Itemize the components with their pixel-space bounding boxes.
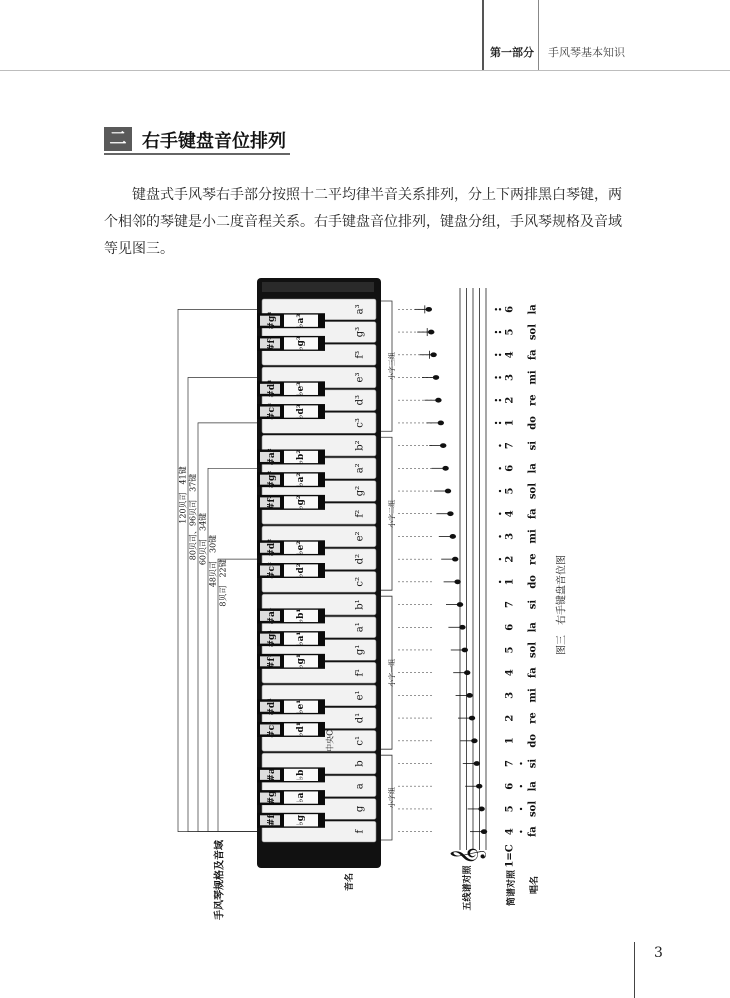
solfege-label: si (527, 440, 539, 451)
spec-bracket (198, 423, 257, 832)
jianpu-number: 5 (504, 646, 516, 654)
group-label: 小字一组 (388, 658, 396, 687)
octave-dot-high (499, 422, 501, 424)
white-key-label: c¹ (354, 736, 366, 746)
jianpu-number: 5 (504, 805, 516, 813)
white-key-label: a¹ (354, 622, 366, 633)
solfege-label: re (527, 712, 539, 724)
black-key-flat-label: ♭g (296, 815, 306, 826)
jianpu-number: 4 (504, 828, 516, 836)
treble-clef-icon: 𝄞 (450, 847, 486, 865)
white-key-label: g² (354, 485, 366, 497)
spec-heading: 手风琴规格及音域 (214, 840, 226, 920)
black-key-sharp-label: #f (267, 814, 277, 827)
octave-dot-high (499, 308, 501, 310)
jianpu-number: 2 (504, 555, 516, 563)
solfege-label: fa (527, 508, 539, 520)
solfege-label: fa (527, 667, 539, 679)
spec-label: 80贝司、96贝司 37键 (188, 473, 198, 561)
white-key-label: e¹ (354, 690, 366, 701)
white-key-label: c² (354, 577, 366, 587)
octave-dot-high (495, 422, 497, 424)
black-key-sharp-label: #f¹ (267, 653, 277, 670)
section-title: 右手键盘音位排列 (142, 131, 286, 152)
octave-dot-high (495, 376, 497, 378)
note-name-label: 音名 (345, 872, 355, 892)
white-key-label: b¹ (354, 599, 366, 610)
octave-dot-high (499, 535, 501, 537)
black-key-flat-label: ♭a² (296, 472, 306, 487)
solfege-label: do (527, 575, 539, 589)
black-key-sharp-label: #f³ (267, 335, 277, 352)
solfege-heading: 唱名 (530, 875, 540, 895)
jianpu-number: 2 (504, 396, 516, 404)
jianpu-number: 3 (504, 532, 516, 540)
black-key-flat-label: ♭a¹ (296, 631, 306, 646)
octave-dot-high (499, 331, 501, 333)
jianpu-number: 4 (504, 669, 516, 677)
solfege-label: la (527, 781, 539, 792)
octave-dot-high (499, 558, 501, 560)
white-key-label: a (354, 783, 366, 790)
black-key-sharp-label: #a (267, 768, 277, 782)
jianpu-label: 简谱对照 (507, 869, 517, 907)
spec-bracket (178, 309, 257, 831)
header-part: 第一部分 (490, 46, 534, 59)
solfege-label: sol (527, 324, 539, 341)
black-key-flat-label: ♭e³ (296, 381, 306, 396)
white-key-label: b (354, 760, 366, 767)
white-key-label: a³ (354, 304, 366, 315)
black-key-flat-label: ♭g³ (296, 336, 306, 351)
octave-dot-high (499, 354, 501, 356)
white-key-label: g¹ (354, 644, 366, 656)
black-key-sharp-label: #f² (267, 494, 277, 511)
white-key-label: g (354, 805, 366, 813)
group-label: 小字二组 (388, 499, 396, 528)
middle-c-label: 中央C (325, 729, 335, 752)
octave-dot-low (520, 830, 522, 832)
staff-label: 五线谱对照 (463, 865, 473, 911)
solfege-label: sol (527, 641, 539, 659)
octave-dot-high (495, 308, 497, 310)
figure-caption: 图三 右手键盘音位图 (556, 555, 568, 655)
header-subtitle: 手风琴基本知识 (548, 46, 625, 59)
black-key-flat-label: ♭g¹ (296, 654, 306, 669)
octave-dot-low (520, 785, 522, 787)
octave-dot-high (499, 581, 501, 583)
page-number: 3 (654, 945, 663, 961)
white-key-label: d² (354, 553, 366, 565)
octave-dot-high (499, 444, 501, 446)
white-key-label: f (354, 829, 366, 834)
solfege-label: re (527, 553, 539, 565)
black-key-flat-label: ♭b (296, 769, 306, 781)
solfege-label: mi (527, 370, 539, 385)
solfege-label: re (527, 394, 539, 407)
key-signature: 1=C (504, 844, 516, 868)
black-key-sharp-label: #d³ (267, 379, 277, 398)
jianpu-number: 3 (504, 691, 516, 699)
jianpu-number: 2 (504, 714, 516, 722)
jianpu-number: 5 (504, 487, 516, 495)
black-key-sharp-label: #g (267, 790, 277, 805)
black-key-flat-label: ♭d¹ (296, 722, 306, 737)
white-key-label: f³ (354, 350, 366, 359)
spec-label: 60贝司 34键 (198, 512, 208, 566)
black-key-flat-label: ♭e² (296, 540, 306, 555)
solfege-label: si (527, 599, 539, 610)
jianpu-number: 6 (504, 305, 516, 313)
white-key-label: f¹ (354, 668, 366, 677)
octave-dot-low (520, 808, 522, 810)
black-key-sharp-label: #g¹ (267, 629, 277, 648)
body-paragraph: 键盘式手风琴右手部分按照十二平均律半音关系排列，分上下两排黑白琴键，两个相邻的琴键是小二度音程关系。右手键盘音位排列，键盘分组，手风琴规格及音域等见图三。 (104, 187, 622, 257)
white-key-label: a² (354, 463, 366, 474)
white-key-label: c³ (354, 418, 366, 428)
white-key-label: g³ (354, 326, 366, 338)
black-key-sharp-label: #g³ (267, 311, 277, 330)
black-key-flat-label: ♭e¹ (296, 699, 306, 714)
jianpu-number: 6 (504, 782, 516, 790)
white-key-label: d¹ (354, 712, 366, 724)
spec-label: 48贝司 30键 (208, 534, 218, 588)
black-key-flat-label: ♭d³ (296, 404, 306, 419)
black-key-sharp-label: #a¹ (267, 607, 277, 625)
jianpu-number: 1 (504, 419, 516, 427)
solfege-label: fa (527, 349, 539, 361)
white-key-label: e² (354, 531, 366, 542)
solfege-label: la (527, 304, 539, 315)
group-label: 小字组 (388, 787, 396, 809)
octave-dot-high (495, 331, 497, 333)
solfege-label: la (527, 463, 539, 474)
jianpu-number: 4 (504, 351, 516, 359)
jianpu-number: 7 (504, 760, 516, 768)
black-key-sharp-label: #c³ (267, 403, 277, 421)
octave-dot-high (499, 399, 501, 401)
solfege-label: do (527, 416, 539, 430)
solfege-label: sol (527, 482, 539, 500)
black-key-flat-label: ♭b¹ (296, 608, 306, 624)
solfege-label: sol (527, 800, 539, 817)
black-key-flat-label: ♭a (296, 792, 306, 803)
jianpu-number: 1 (504, 578, 516, 586)
section-number: 二 (104, 127, 132, 151)
group-label: 小字三组 (388, 352, 396, 381)
octave-dot-high (499, 376, 501, 378)
octave-dot-high (495, 399, 497, 401)
white-key-label: d³ (354, 394, 366, 406)
black-key-flat-label: ♭b² (296, 449, 306, 465)
spec-label: 120贝司 41键 (178, 466, 188, 524)
solfege-label: fa (527, 826, 539, 838)
white-key-label: b² (354, 440, 366, 451)
black-key-sharp-label: #c² (267, 562, 277, 579)
octave-dot-high (499, 513, 501, 515)
solfege-label: mi (527, 688, 539, 703)
jianpu-number: 7 (504, 601, 516, 609)
solfege-label: mi (527, 529, 539, 544)
jianpu-number: 1 (504, 737, 516, 745)
black-key-sharp-label: #d¹ (267, 697, 277, 716)
black-key-sharp-label: #a² (267, 448, 277, 466)
spec-label: 8贝司 22键 (218, 559, 228, 607)
footer-rule (634, 942, 635, 998)
solfege-label: la (527, 622, 539, 633)
white-key-label: f² (354, 509, 366, 518)
octave-dot-high (499, 490, 501, 492)
octave-dot-high (499, 467, 501, 469)
octave-dot-high (495, 354, 497, 356)
black-key-flat-label: ♭d² (296, 563, 306, 578)
black-key-flat-label: ♭g² (296, 495, 306, 510)
black-key-sharp-label: #d² (267, 538, 277, 557)
jianpu-number: 6 (504, 464, 516, 472)
spec-bracket (208, 468, 257, 831)
white-key-label: e³ (354, 372, 366, 383)
jianpu-number: 4 (504, 510, 516, 518)
jianpu-number: 7 (504, 442, 516, 450)
jianpu-number: 3 (504, 373, 516, 381)
octave-dot-low (520, 762, 522, 764)
black-key-sharp-label: #g² (267, 470, 277, 489)
black-key-sharp-label: #c¹ (267, 720, 277, 738)
solfege-label: si (527, 758, 539, 769)
keyboard-top-strip (262, 282, 374, 292)
jianpu-number: 6 (504, 623, 516, 631)
jianpu-number: 5 (504, 328, 516, 336)
black-key-flat-label: ♭a³ (296, 313, 306, 328)
solfege-label: do (527, 733, 539, 748)
